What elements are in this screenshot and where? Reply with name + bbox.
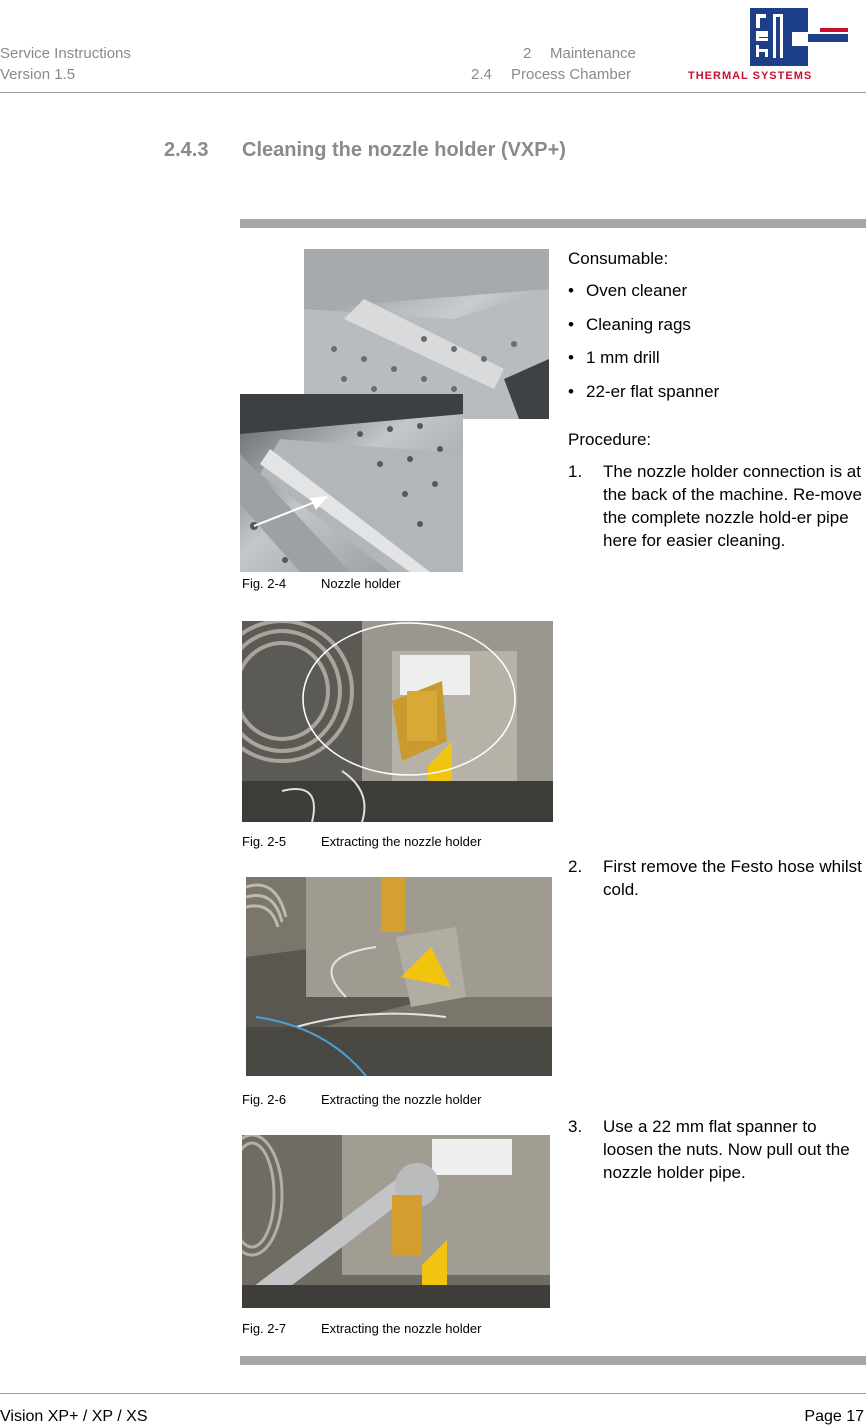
product-name: Vision XP+ / XP / XS xyxy=(0,1408,148,1425)
procedure-step-2 xyxy=(568,855,866,905)
procedure-step-3 xyxy=(568,1115,866,1187)
procedure-step-1 xyxy=(568,460,866,556)
chapter-title: Maintenance xyxy=(550,45,636,62)
step-number: 2. xyxy=(568,857,583,876)
section-number-header: 2.4 xyxy=(471,66,492,83)
doc-type: Service Instructions xyxy=(0,45,131,62)
nozzle-holder-photo-front xyxy=(240,394,463,572)
chapter-number: 2 xyxy=(523,45,532,62)
consumable-heading: Consumable: xyxy=(568,249,669,268)
section-top-bar xyxy=(240,219,866,228)
step-number: 1. xyxy=(568,462,583,481)
consumable-item: • Cleaning rags xyxy=(568,315,691,334)
step-text: Use a 22 mm flat spanner to loosen the nuts. Now pull out the nozzle holder pipe. xyxy=(603,1117,850,1182)
figure-caption: Fig. 2-6 Extracting the nozzle holder xyxy=(242,1092,482,1107)
step-text: First remove the Festo hose whilst cold. xyxy=(603,857,862,899)
extracting-nozzle-photo-2 xyxy=(246,877,552,1076)
consumable-item: • 1 mm drill xyxy=(568,348,660,367)
section-number: 2.4.3 xyxy=(164,139,209,161)
extracting-nozzle-photo-1 xyxy=(242,621,553,822)
step-number: 3. xyxy=(568,1117,583,1136)
page-number: Page 17 xyxy=(804,1408,864,1425)
section-title: Cleaning the nozzle holder (VXP+) xyxy=(242,139,566,161)
figure-caption: Fig. 2-5 Extracting the nozzle holder xyxy=(242,834,482,849)
section-bottom-bar xyxy=(240,1356,866,1365)
header-rule xyxy=(0,92,866,93)
figure-caption: Fig. 2-7 Extracting the nozzle holder xyxy=(242,1321,482,1336)
extracting-nozzle-photo-3 xyxy=(242,1135,550,1308)
doc-version: Version 1.5 xyxy=(0,66,76,83)
footer-rule xyxy=(0,1393,866,1394)
step-text: The nozzle holder connection is at the back of the machine. Re-move the complete nozzle hold-er pipe here for easier cleaning. xyxy=(603,462,862,550)
consumable-item: • Oven cleaner xyxy=(568,281,688,300)
procedure-heading: Procedure: xyxy=(568,430,652,449)
logo-text: THERMAL SYSTEMS xyxy=(688,70,813,82)
figure-caption: Fig. 2-4 Nozzle holder xyxy=(242,576,401,591)
section-title-header: Process Chamber xyxy=(511,66,632,83)
consumable-item: • 22-er flat spanner xyxy=(568,382,720,401)
